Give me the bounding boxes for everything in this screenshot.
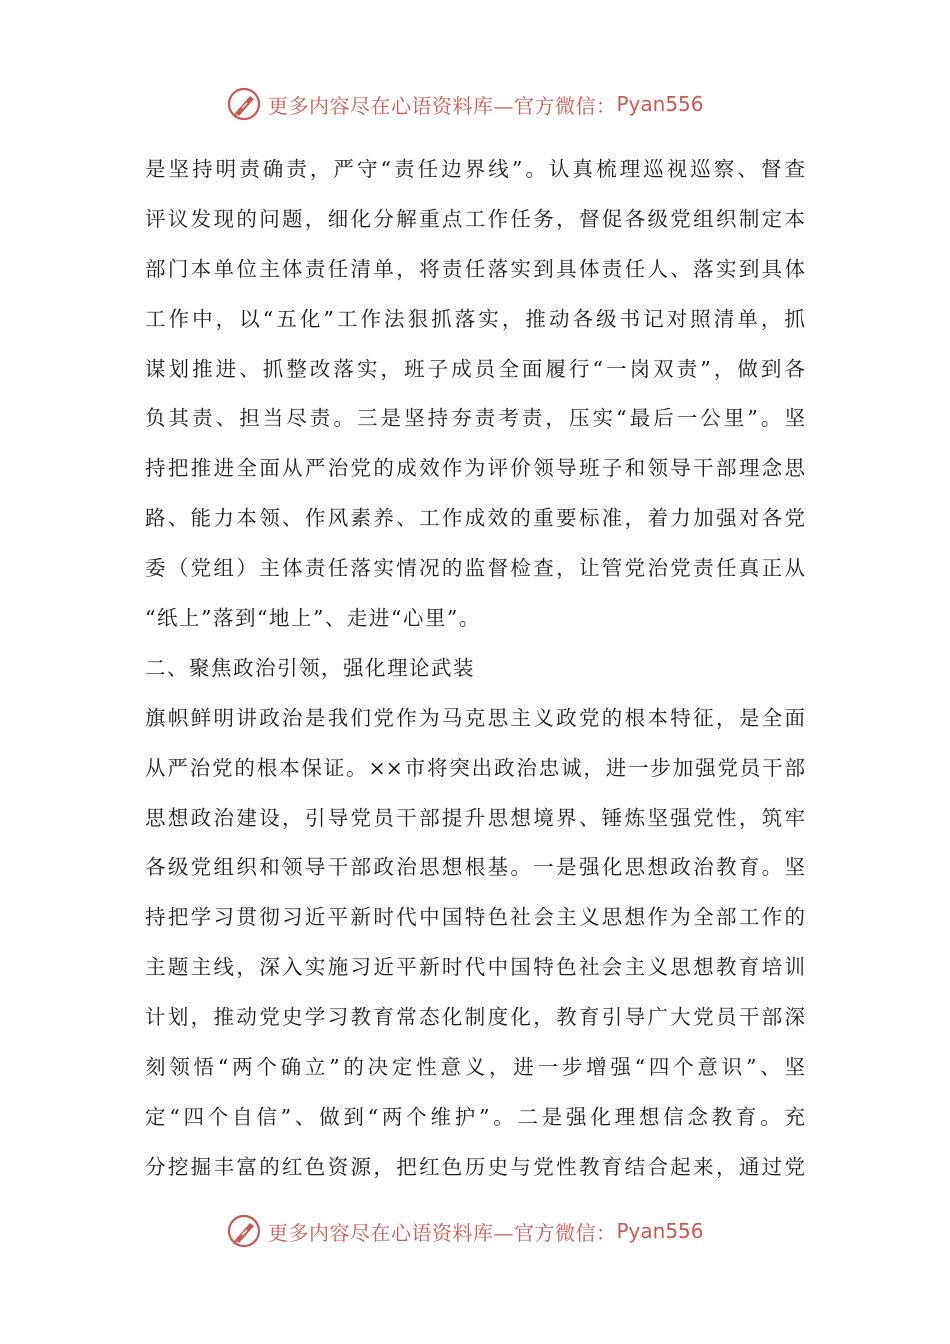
text-line: “纸上”落到“地上”、走进“心里”。: [145, 606, 481, 631]
watermark-wechat-id: Pyan556: [616, 92, 704, 116]
watermark-text: 更多内容尽在心语资料库—官方微信：: [268, 93, 617, 118]
text-line: 思想政治建设，引导党员干部提升思想境界、锤炼坚强党性，筑牢: [145, 805, 805, 830]
text-line: 谋划推进、抓整改落实，班子成员全面履行“一岗双责”，做到各: [145, 356, 805, 381]
watermark-wechat-id: Pyan556: [616, 1219, 704, 1243]
text-line: 定“四个自信”、做到“两个维护”。二是强化理想信念教育。充: [145, 1104, 805, 1129]
text-line: 从严治党的根本保证。××市将突出政治忠诚，进一步加强党员干部: [145, 755, 805, 780]
text-line: 部门本单位主体责任清单，将责任落实到具体责任人、落实到具体: [145, 256, 805, 281]
text-line: 持把学习贯彻习近平新时代中国特色社会主义思想作为全部工作的: [145, 905, 805, 930]
text-line: 工作中，以“五化”工作法狠抓落实，推动各级书记对照清单，抓: [145, 306, 805, 331]
section-heading: 二、聚焦政治引领，强化理论武装: [145, 655, 475, 680]
document-body: [145, 145, 805, 1193]
text-line: 持把推进全面从严治党的成效作为评价领导班子和领导干部理念思: [145, 456, 805, 481]
pen-logo-icon: [226, 86, 262, 122]
text-line: 分挖掘丰富的红色资源，把红色历史与党性教育结合起来，通过党: [145, 1154, 805, 1179]
watermark-header: [226, 84, 704, 124]
text-line: 主题主线，深入实施习近平新时代中国特色社会主义思想教育培训: [145, 955, 805, 980]
text-line: 刻领悟“两个确立”的决定性意义，进一步增强“四个意识”、坚: [145, 1055, 805, 1080]
text-line: 路、能力本领、作风素养、工作成效的重要标准，着力加强对各党: [145, 506, 805, 531]
text-line: 评议发现的问题，细化分解重点工作任务，督促各级党组织制定本: [145, 206, 805, 231]
text-line: 旗帜鲜明讲政治是我们党作为马克思主义政党的根本特征，是全面: [145, 705, 805, 730]
watermark-text: 更多内容尽在心语资料库—官方微信：: [268, 1220, 617, 1245]
pen-logo-icon: [226, 1213, 262, 1249]
watermark-footer: [226, 1211, 704, 1251]
text-line: 各级党组织和领导干部政治思想根基。一是强化思想政治教育。坚: [145, 855, 805, 880]
text-line: 计划，推动党史学习教育常态化制度化，教育引导广大党员干部深: [145, 1005, 805, 1030]
text-line: 负其责、担当尽责。三是坚持夯责考责，压实“最后一公里”。坚: [145, 406, 805, 431]
text-line: 是坚持明责确责，严守“责任边界线”。认真梳理巡视巡察、督查: [145, 157, 805, 181]
text-line: 委（党组）主体责任落实情况的监督检查，让管党治党责任真正从: [145, 556, 805, 581]
